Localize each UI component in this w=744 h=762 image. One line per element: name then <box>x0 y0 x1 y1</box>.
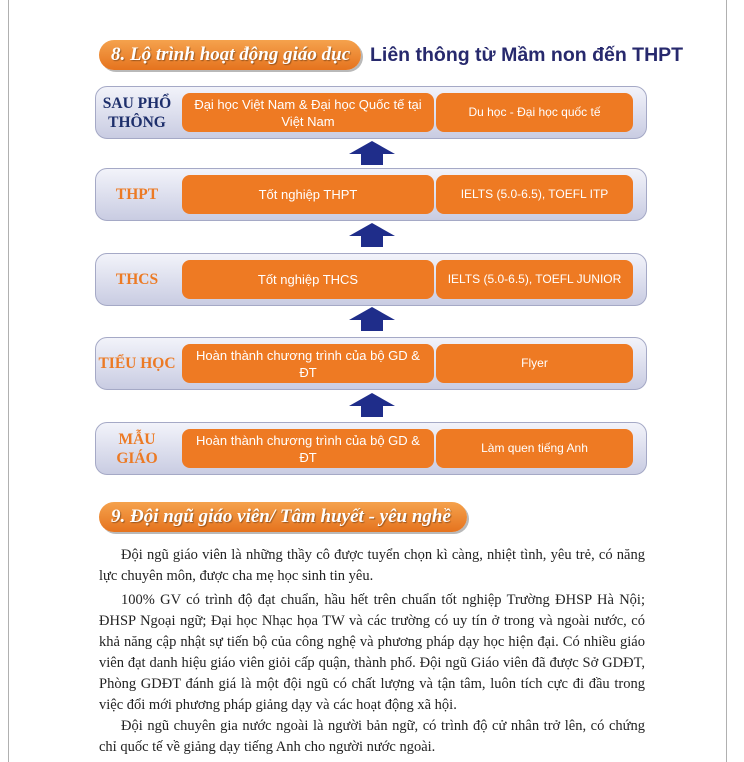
level-label: TIỂU HỌC <box>98 355 176 372</box>
level-main-outcome: Hoàn thành chương trình của bộ GD & ĐT <box>182 429 434 468</box>
up-arrow-icon <box>349 223 395 247</box>
level-row-sau-pho-thong <box>95 86 647 139</box>
level-label: THCS <box>115 271 159 288</box>
level-row-mau-giao <box>95 422 647 475</box>
up-arrow-icon <box>349 307 395 331</box>
page-border-right <box>726 0 727 762</box>
paragraph: Đội ngũ chuyên gia nước ngoài là người bản ngữ, có trình độ cử nhân trở lên, có chứng chỉ quốc tế về giảng dạy tiếng Anh cho người nước ngoài. <box>99 718 645 755</box>
section-9-title: 9. Đội ngũ giáo viên/ Tâm huyết - yêu nghề <box>99 502 467 532</box>
page-border-left <box>8 0 9 762</box>
level-main-outcome: Tốt nghiệp THCS <box>182 260 434 299</box>
level-label: THPT <box>115 186 159 203</box>
up-arrow-icon <box>349 393 395 417</box>
level-english-outcome: Flyer <box>436 344 633 383</box>
section-8-title: 8. Lộ trình hoạt động giáo dục <box>99 40 361 70</box>
paragraph: Đội ngũ giáo viên là những thầy cô được tuyển chọn kì càng, nhiệt tình, yêu trẻ, có năng lực chuyên môn, được cha mẹ học sinh tin yêu. <box>99 547 645 584</box>
level-main-outcome: Đại học Việt Nam & Đại học Quốc tế tại Việt Nam <box>182 93 434 132</box>
level-english-outcome: IELTS (5.0-6.5), TOEFL JUNIOR <box>436 260 633 299</box>
up-arrow-icon <box>349 141 395 165</box>
level-label: MẪU GIÁO <box>116 430 158 467</box>
level-row-thpt <box>95 168 647 221</box>
level-row-tieu-hoc <box>95 337 647 390</box>
level-main-outcome: Hoàn thành chương trình của bộ GD & ĐT <box>182 344 434 383</box>
level-label: SAU PHỔ THÔNG <box>102 94 172 131</box>
level-english-outcome: Du học - Đại học quốc tế <box>436 93 633 132</box>
level-row-thcs <box>95 253 647 306</box>
paragraph: 100% GV có trình độ đạt chuẩn, hầu hết trên chuẩn tốt nghiệp Trường ĐHSP Hà Nội; ĐHSP Ngoại ngữ; Đại học Nhạc họa TW và các trường có uy tín ở trong và ngoài nước, có khả năng cập nhật sự tiến bộ của công nghệ và phương pháp dạy học hiện đại. Có nhiều giáo viên đạt danh hiệu giáo viên giỏi cấp quận, thành phố. Đội ngũ Giáo viên đã được Sở GDĐT, Phòng GDĐT đánh giá là một đội ngũ có chất lượng và tận tâm, luôn tích cực đi đầu trong việc đổi mới phương pháp giảng dạy và các hoạt động xã hội. <box>99 592 645 713</box>
level-english-outcome: IELTS (5.0-6.5), TOEFL ITP <box>436 175 633 214</box>
level-main-outcome: Tốt nghiệp THPT <box>182 175 434 214</box>
level-english-outcome: Làm quen tiếng Anh <box>436 429 633 468</box>
section-8-subtitle: Liên thông từ Mầm non đến THPT <box>370 44 684 66</box>
